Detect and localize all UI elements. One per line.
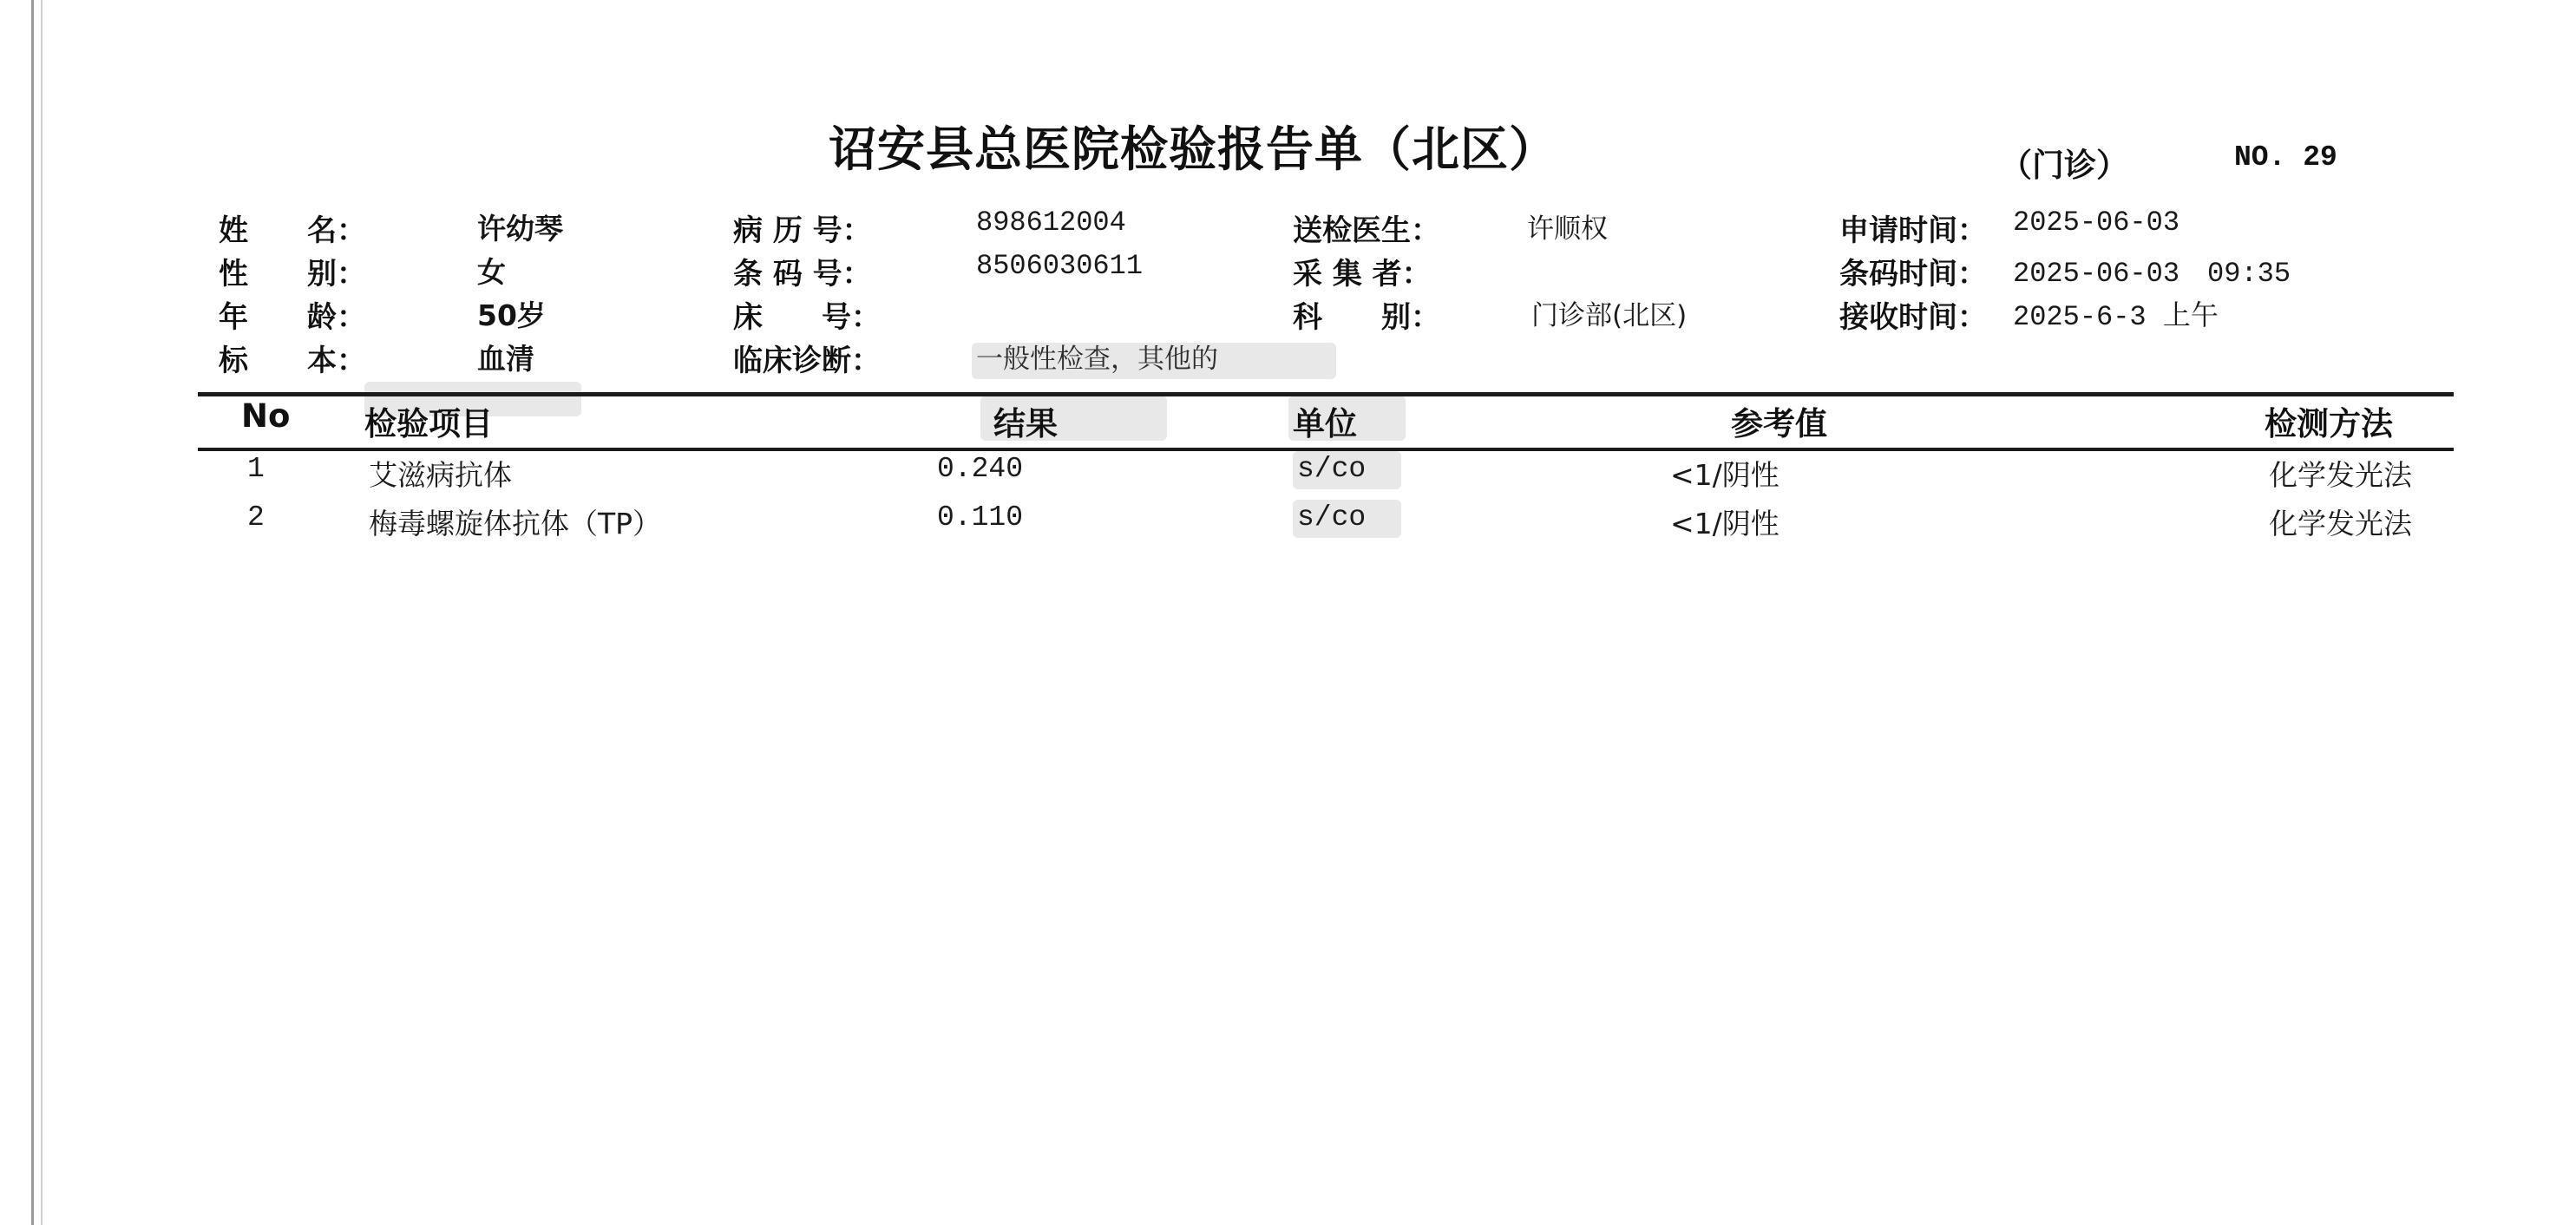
sample-label: 标 本： — [219, 344, 366, 378]
cell-reference: <1/阴性 — [1670, 507, 1780, 540]
table-header-row — [0, 397, 2576, 442]
column-header-item: 检验项目 — [364, 405, 493, 442]
report-serial-number: NO. 29 — [2234, 141, 2337, 174]
patient-gender-value: 女 — [477, 255, 506, 289]
column-header-unit: 单位 — [1293, 405, 1357, 442]
department-value: 门诊部(北区) — [1531, 300, 1688, 331]
record-no-label: 病 历 号： — [733, 213, 872, 248]
table-row — [0, 453, 2576, 496]
column-header-no: No — [241, 397, 291, 435]
patient-gender-label: 性 别： — [219, 257, 366, 292]
cell-method: 化学发光法 — [2269, 507, 2412, 540]
bed-no-label: 床 号： — [733, 300, 881, 335]
sender-doctor-value: 许顺权 — [1527, 213, 1608, 245]
cell-result: 0.240 — [937, 453, 1024, 485]
diagnosis-label: 临床诊断： — [733, 344, 881, 378]
table-row — [0, 501, 2576, 545]
sender-doctor-label: 送检医生： — [1293, 213, 1440, 248]
page-title: 诏安县总医院检验报告单（北区） — [829, 121, 1558, 177]
cell-item: 艾滋病抗体 — [369, 458, 512, 492]
request-time-label: 申请时间： — [1839, 213, 1987, 248]
table-header-rule — [198, 448, 2454, 451]
barcode-no-value: 8506030611 — [976, 250, 1144, 282]
record-no-value: 898612004 — [976, 206, 1126, 239]
patient-name-label: 姓 名： — [219, 213, 366, 248]
meta-row — [0, 206, 2576, 248]
receive-time-label: 接收时间： — [1839, 300, 1987, 335]
column-header-method: 检测方法 — [2265, 405, 2393, 442]
meta-row — [0, 250, 2576, 292]
barcode-no-label: 条 码 号： — [733, 257, 872, 292]
column-header-reference: 参考值 — [1731, 405, 1827, 442]
cell-method: 化学发光法 — [2269, 458, 2412, 492]
cell-no: 1 — [247, 453, 265, 485]
cell-reference: <1/阴性 — [1670, 458, 1780, 492]
department-label: 科 别： — [1293, 300, 1440, 335]
barcode-time-label: 条码时间： — [1839, 257, 1987, 292]
collector-label: 采 集 者： — [1293, 257, 1432, 292]
cell-result: 0.110 — [937, 501, 1024, 534]
cell-unit: s/co — [1297, 453, 1367, 485]
visit-type-label: （门诊） — [2000, 147, 2128, 184]
meta-row — [0, 337, 2576, 378]
receive-time-value: 2025-6-3 上午 — [2013, 301, 2219, 333]
table-top-rule — [198, 392, 2454, 396]
patient-age-label: 年 龄： — [219, 300, 366, 335]
sample-value: 血清 — [477, 342, 534, 376]
request-time-value: 2025-06-03 — [2013, 206, 2180, 239]
patient-name-value: 许幼琴 — [477, 212, 563, 246]
barcode-time-value: 2025-06-03 09:35 — [2013, 258, 2291, 290]
diagnosis-value: 一般性检查，其他的 — [976, 344, 1218, 375]
cell-no: 2 — [247, 501, 265, 534]
report-meta — [0, 206, 2576, 377]
column-header-result: 结果 — [993, 405, 1058, 442]
cell-item: 梅毒螺旋体抗体（TP） — [369, 507, 662, 540]
patient-age-value: 50岁 — [477, 298, 546, 332]
cell-unit: s/co — [1297, 501, 1367, 534]
meta-row — [0, 293, 2576, 335]
